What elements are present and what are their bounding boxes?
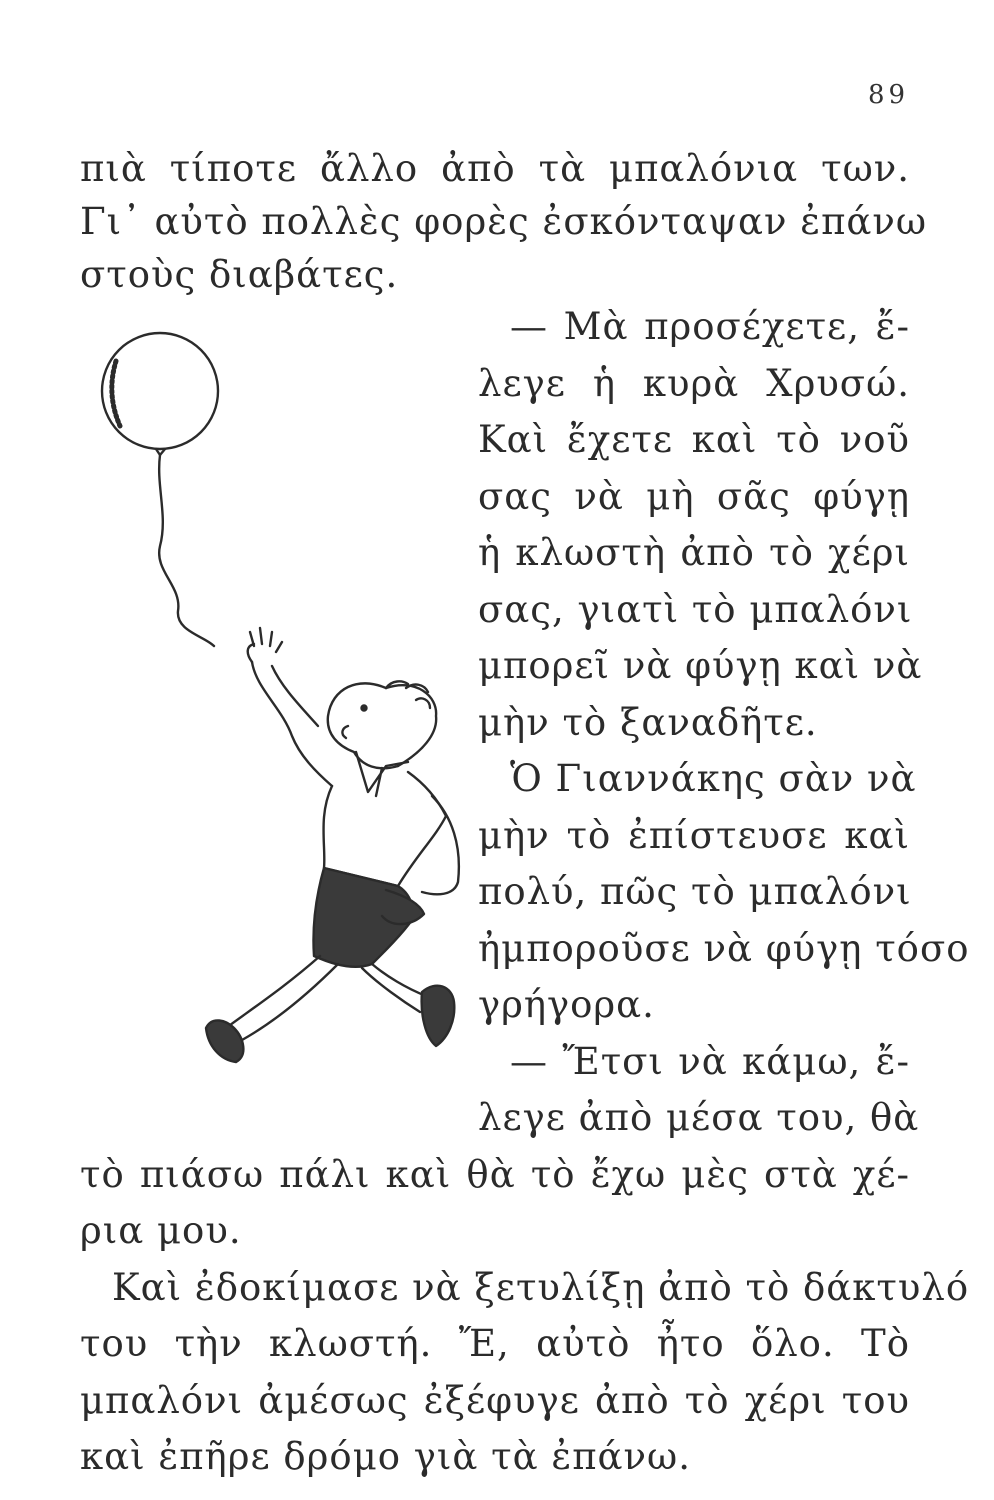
balloon-string-icon [159,455,214,646]
text-line: ρια μου. [80,1209,242,1252]
boy-with-balloon-icon [86,316,476,1106]
text-line: Καὶ ἐδοκίμασε νὰ ξετυλίξῃ ἀπὸ τὸ δάκτυλό [112,1266,970,1309]
text-line: καὶ ἐπῆρε δρόμο γιὰ τὰ ἐπάνω. [80,1435,691,1478]
text-line: μὴν τὸ ἐπίστευσε καὶ [478,814,910,857]
text-line: μὴν τὸ ξαναδῆτε. [478,701,818,744]
text-line: μπαλόνι ἀμέσως ἐξέφυγε ἀπὸ τὸ χέρι του [80,1379,910,1422]
text-line: Γι᾿ αὐτὸ πολλὲς φορὲς ἐσκόνταψαν ἐπάνω [80,200,928,243]
text-line: πολύ, πῶς τὸ μπαλόνι [478,870,912,913]
text-line: μπορεῖ νὰ φύγῃ καὶ νὰ [478,644,923,687]
page-number: 89 [868,80,910,110]
text-line: Καὶ ἔχετε καὶ τὸ νοῦ [478,418,910,461]
text-line: — Ἔτσι νὰ κάμω, ἔ- [510,1040,910,1083]
text-line: ἡ κλωστὴ ἀπὸ τὸ χέρι [478,531,910,574]
text-line: — Μὰ προσέχετε, ἔ- [510,305,910,348]
text-line: σας νὰ μὴ σᾶς φύγῃ [478,475,910,518]
balloon-icon [102,333,218,449]
text-line: τὸ πιάσω πάλι καὶ θὰ τὸ ἔχω μὲς στὰ χέ- [80,1153,910,1196]
text-line: λεγε ἀπὸ μέσα του, θὰ [478,1096,920,1139]
text-line: ἠμποροῦσε νὰ φύγῃ τόσο [478,927,970,970]
text-line: στοὺς διαβάτες. [80,253,399,296]
text-line: πιὰ τίποτε ἄλλο ἀπὸ τὰ μπαλόνια των. [80,147,910,190]
text-line: σας, γιατὶ τὸ μπαλόνι [478,588,913,631]
text-line: λεγε ἡ κυρὰ Χρυσώ. [478,362,910,405]
text-line: Ὁ Γιαννάκης σὰν νὰ [510,757,917,800]
text-line: του τὴν κλωστή. Ἔ, αὐτὸ ἦτο ὅλο. Τὸ [80,1322,910,1365]
text-line: γρήγορα. [478,983,655,1026]
